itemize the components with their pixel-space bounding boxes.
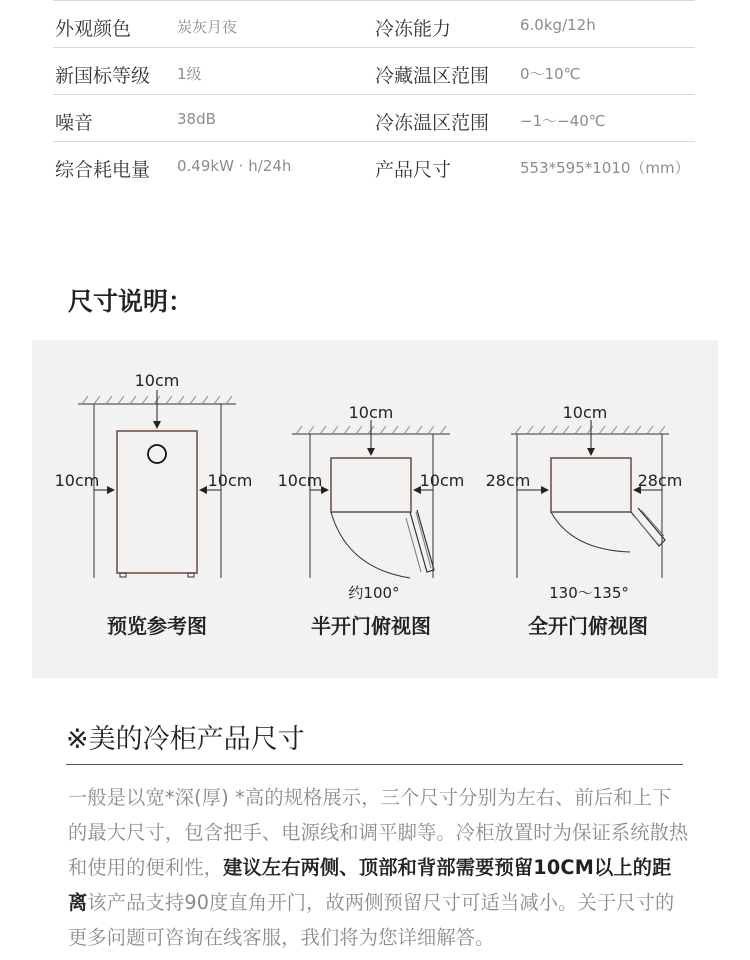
half-top-label: 10cm [348, 403, 394, 422]
preview-caption: 预览参考图 [107, 614, 207, 638]
spec-key: 冷冻能力 [375, 18, 452, 40]
spec-value: 6.0kg/12h [520, 16, 596, 34]
spec-table [53, 0, 695, 188]
spec-key: 产品尺寸 [375, 159, 452, 181]
spec-key: 综合耗电量 [55, 159, 151, 181]
half-open-caption: 半开门俯视图 [311, 614, 431, 638]
spec-value: 1级 [177, 65, 202, 83]
spec-row [53, 95, 695, 142]
spec-key: 外观颜色 [55, 18, 132, 40]
full-angle-label: 130～135° [549, 584, 629, 602]
preview-left-label: 10cm [54, 471, 100, 490]
spec-key: 冷冻温区范围 [375, 112, 490, 134]
spec-value: 553*595*1010（mm） [520, 159, 690, 177]
half-right-label: 10cm [419, 471, 465, 490]
spec-row [53, 48, 695, 95]
full-left-label: 28cm [485, 471, 531, 490]
size-section-title: 尺寸说明： [68, 287, 194, 316]
spec-value: 0～10℃ [520, 65, 581, 83]
title-divider [66, 764, 683, 765]
half-angle-label: 约100° [348, 584, 400, 602]
note-paragraph [68, 780, 690, 955]
spec-value: −1～−40℃ [520, 112, 606, 130]
full-open-caption: 全开门俯视图 [528, 614, 648, 638]
spec-key: 新国标等级 [55, 65, 151, 87]
full-right-label: 28cm [637, 471, 683, 490]
spec-row [53, 0, 695, 48]
clearance-diagram-panel [32, 340, 718, 678]
spec-row [53, 142, 695, 188]
spec-value: 炭灰月夜 [177, 18, 238, 36]
half-left-label: 10cm [277, 471, 323, 490]
note-title: ※美的冷柜产品尺寸 [66, 724, 305, 755]
spec-value: 0.49kW · h/24h [177, 157, 292, 175]
half-open-diagram [292, 420, 450, 578]
preview-top-label: 10cm [134, 371, 180, 390]
note-emphasis: 建议左右两侧、顶部和背部需要预留10CM以上的距离 [68, 856, 672, 914]
full-open-diagram [511, 420, 669, 578]
spec-key: 冷藏温区范围 [375, 65, 490, 87]
spec-value: 38dB [177, 110, 216, 128]
spec-key: 噪音 [55, 112, 94, 134]
preview-right-label: 10cm [207, 471, 253, 490]
note-text-2: 该产品支持90度直角开门，故两侧预留尺寸可适当减小。关于尺寸的更多问题可咨询在线客服，我们将为您详细解答。 [68, 891, 675, 949]
full-top-label: 10cm [562, 403, 608, 422]
note-text-1: 一般是以宽*深(厚) *高的规格展示，三个尺寸分别为左右、前后和上下的最大尺寸，包含把手、电源线和调平脚等。冷柜放置时为保证系统散热和使用的便利性， [68, 786, 689, 879]
